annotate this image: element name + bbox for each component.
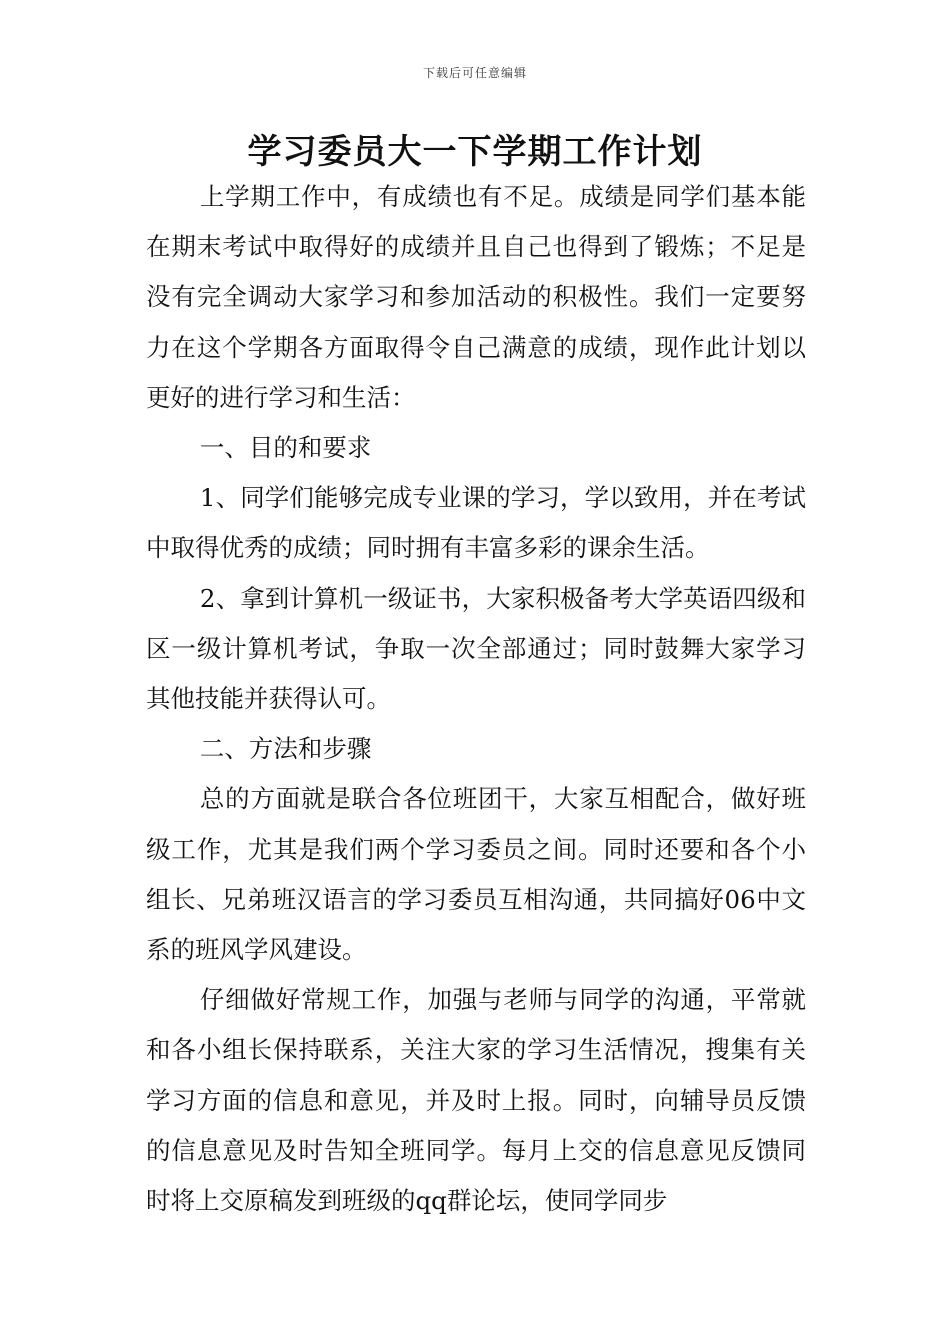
- document-title: 学习委员大一下学期工作计划: [247, 132, 703, 172]
- goal-item-2: 2、拿到计算机一级证书，大家积极备考大学英语四级和区一级计算机考试，争取一次全部通过；同时鼓舞大家学习其他技能并获得认可。: [146, 583, 806, 714]
- intro-paragraph: 上学期工作中，有成绩也有不足。成绩是同学们基本能在期末考试中取得好的成绩并且自己也得到了锻炼；不足是没有完全调动大家学习和参加活动的积极性。我们一定要努力在这个学期各方面取得令自己满意的成绩，现作此计划以更好的进行学习和生活：: [146, 182, 806, 412]
- document-body: [146, 172, 806, 1226]
- section-heading-goals: 一、目的和要求: [199, 433, 372, 463]
- methods-paragraph-2: 仔细做好常规工作，加强与老师与同学的沟通，平常就和各小组长保持联系，关注大家的学习生活情况，搜集有关学习方面的信息和意见，并及时上报。同时，向辅导员反馈的信息意见及时告知全班同学。每月上交的信息意见反馈同时将上交原稿发到班级的qq群论坛，使同学同步: [146, 985, 806, 1216]
- methods-paragraph-1: 总的方面就是联合各位班团干，大家互相配合，做好班级工作，尤其是我们两个学习委员之间。同时还要和各个小组长、兄弟班汉语言的学习委员互相沟通，共同搞好06中文系的班风学风建设。: [146, 784, 806, 965]
- header-note: 下载后可任意编辑: [422, 66, 527, 80]
- section-heading-methods: 二、方法和步骤: [199, 734, 372, 764]
- goal-item-1: 1、同学们能够完成专业课的学习，学以致用，并在考试中取得优秀的成绩；同时拥有丰富多彩的课余生活。: [146, 483, 806, 563]
